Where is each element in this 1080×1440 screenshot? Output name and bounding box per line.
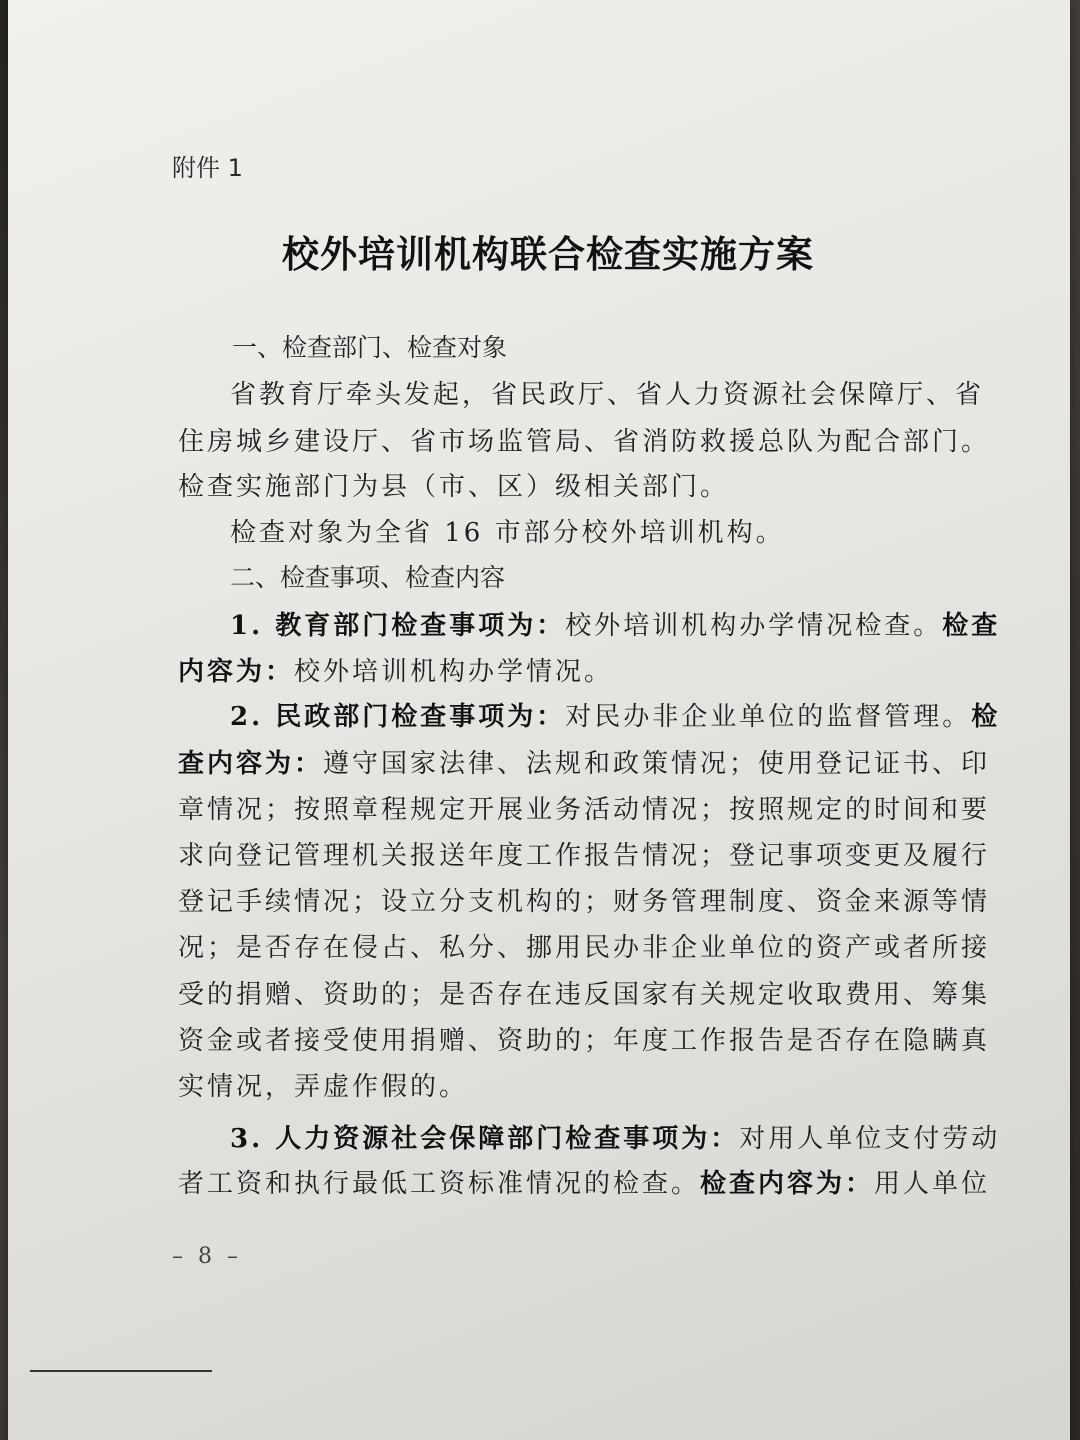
item2-line-4: 求向登记管理机关报送年度工作报告情况；登记事项变更及履行: [178, 841, 991, 871]
item1-label: 1. 教育部门检查事项为：: [230, 611, 566, 641]
item2-line-3: 章情况；按照章程规定开展业务活动情况；按照规定的时间和要: [178, 795, 991, 825]
item1-matter: 校外培训机构办学情况检查。: [565, 611, 943, 641]
item2-label: 2. 民政部门检查事项为：: [230, 702, 566, 732]
page-number: – 8 –: [172, 1244, 242, 1269]
item2-line-7: 受的捐赠、资助的；是否存在违反国家有关规定收取费用、筹集: [178, 980, 991, 1010]
section2-heading: 二、检查事项、检查内容: [230, 563, 506, 592]
footer-rule: [30, 1370, 212, 1372]
item2-line-5: 登记手续情况；设立分支机构的；财务管理制度、资金来源等情: [178, 887, 991, 917]
document-title: 校外培训机构联合检查实施方案: [282, 232, 814, 276]
section1-objects-line: 检查对象为全省 16 市部分校外培训机构。: [230, 518, 785, 548]
section1-line-1: 省教育厅牵头发起，省民政厅、省人力资源社会保障厅、省: [230, 380, 985, 410]
item2-line-8: 资金或者接受使用捐赠、资助的；年度工作报告是否存在隐瞒真: [178, 1026, 991, 1056]
item3-matter-start: 对用人单位支付劳动: [739, 1124, 1001, 1154]
item2-content-label-end: 查内容为：: [178, 749, 324, 779]
item2-content-start: 遵守国家法律、法规和政策情况；使用登记证书、印: [323, 749, 991, 779]
item3-line-1: [230, 1118, 1000, 1155]
item3-line-2: [178, 1163, 990, 1200]
item1-content-label-start: 检查: [942, 611, 1001, 641]
section1-line-3: 检查实施部门为县（市、区）级相关部门。: [178, 472, 730, 502]
item3-content-start: 用人单位: [874, 1169, 991, 1199]
item2-line-1: [230, 696, 1000, 733]
item3-content-label: 检查内容为：: [700, 1169, 875, 1199]
item1-line-1: [230, 605, 1000, 642]
attachment-label: 附件 1: [172, 154, 243, 182]
item2-line-9: 实情况，弄虚作假的。: [178, 1072, 469, 1102]
item1-content-label-end: 内容为：: [178, 657, 295, 687]
item1-line-2: [178, 651, 613, 688]
item3-label: 3. 人力资源社会保障部门检查事项为：: [230, 1124, 740, 1154]
item2-content-label-start: 检: [971, 702, 1001, 732]
section1-line-2: 住房城乡建设厅、省市场监管局、省消防救援总队为配合部门。: [178, 427, 991, 457]
section1-heading: 一、检查部门、检查对象: [232, 333, 508, 362]
item2-line-2: [178, 743, 990, 780]
item2-line-6: 况；是否存在侵占、私分、挪用民办非企业单位的资产或者所接: [178, 933, 991, 963]
item2-matter: 对民办非企业单位的监督管理。: [565, 702, 972, 732]
item3-matter-end: 者工资和执行最低工资标准情况的检查。: [178, 1169, 701, 1199]
item1-content: 校外培训机构办学情况。: [294, 657, 614, 687]
